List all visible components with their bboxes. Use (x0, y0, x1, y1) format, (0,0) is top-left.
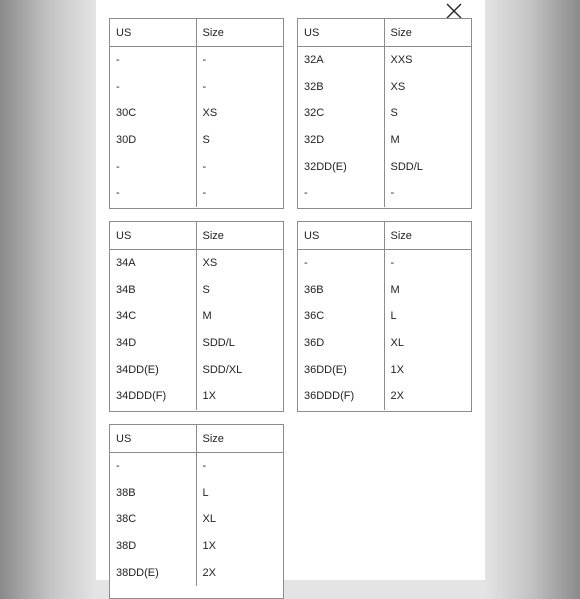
table-row (298, 180, 471, 207)
size-cell: XL (202, 513, 216, 526)
table-row (110, 330, 283, 357)
header-us: US (110, 222, 197, 249)
us-cell: - (298, 250, 385, 277)
header-size: Size (390, 26, 412, 39)
table-row (298, 303, 471, 330)
table-row (298, 153, 471, 180)
table-header (110, 425, 283, 453)
size-cell: 1X (202, 390, 216, 403)
header-us: US (298, 222, 385, 249)
us-cell: 36DDD(F) (298, 383, 385, 410)
header-size: Size (202, 432, 224, 445)
us-cell: 36D (298, 330, 385, 357)
table-row (298, 356, 471, 383)
table-row (110, 250, 283, 277)
table-row (298, 74, 471, 101)
us-cell: 30D (110, 127, 197, 154)
table-row (298, 100, 471, 127)
size-cell: S (202, 283, 210, 296)
table-header (298, 222, 471, 250)
us-cell: - (110, 74, 197, 101)
table-row (110, 127, 283, 154)
table-row (298, 127, 471, 154)
table-row (110, 74, 283, 101)
table-row (110, 533, 283, 560)
size-cell: - (202, 80, 207, 93)
table-row (298, 250, 471, 277)
table-row (110, 277, 283, 304)
us-cell: - (110, 47, 197, 74)
us-cell: 36DD(E) (298, 356, 385, 383)
us-cell: 34D (110, 330, 197, 357)
size-cell: - (390, 257, 395, 270)
size-cell: M (390, 283, 400, 296)
table-row (110, 47, 283, 74)
us-cell: 38D (110, 533, 197, 560)
size-cell: 2X (390, 390, 404, 403)
size-cell: L (390, 310, 397, 323)
table-row (110, 383, 283, 410)
size-table-34 (109, 221, 284, 412)
table-row (110, 100, 283, 127)
table-row (110, 153, 283, 180)
size-cell: - (202, 460, 207, 473)
header-size: Size (390, 229, 412, 242)
us-cell: 36B (298, 277, 385, 304)
us-cell: 34C (110, 303, 197, 330)
header-us: US (110, 425, 197, 452)
table-row (110, 356, 283, 383)
table-row (298, 330, 471, 357)
us-cell: 34DD(E) (110, 356, 197, 383)
table-header (110, 222, 283, 250)
size-cell: XXS (390, 54, 413, 67)
table-row (110, 453, 283, 480)
us-cell: - (110, 453, 197, 480)
us-cell: - (110, 180, 197, 207)
us-cell: 34A (110, 250, 197, 277)
table-row (110, 303, 283, 330)
table-row (110, 480, 283, 507)
table-row (110, 559, 283, 586)
size-table-32 (297, 18, 472, 209)
size-table-30 (109, 18, 284, 209)
us-cell: - (110, 153, 197, 180)
us-cell: 34B (110, 277, 197, 304)
size-cell: - (202, 187, 207, 200)
size-cell: L (202, 486, 209, 499)
us-cell: 32D (298, 127, 385, 154)
us-cell: 38C (110, 506, 197, 533)
size-cell: XS (390, 80, 406, 93)
size-cell: XS (202, 107, 218, 120)
table-row (298, 47, 471, 74)
table-row (110, 180, 283, 207)
size-table-38 (109, 424, 284, 599)
size-cell: S (202, 134, 210, 147)
size-table-36 (297, 221, 472, 412)
us-cell: 30C (110, 100, 197, 127)
us-cell: 38DD(E) (110, 559, 197, 586)
header-size: Size (202, 26, 224, 39)
table-row (298, 383, 471, 410)
size-cell: - (202, 54, 207, 67)
table-header (110, 19, 283, 47)
header-us: US (298, 19, 385, 46)
size-cell: M (390, 134, 400, 147)
size-cell: S (390, 107, 398, 120)
us-cell: 32A (298, 47, 385, 74)
table-row (110, 506, 283, 533)
us-cell: 38B (110, 480, 197, 507)
size-cell: M (202, 310, 212, 323)
size-cell: - (390, 187, 395, 200)
table-header (298, 19, 471, 47)
size-cell: SDD/XL (202, 363, 243, 376)
size-cell: - (202, 160, 207, 173)
size-cell: 2X (202, 566, 216, 579)
header-us: US (110, 19, 197, 46)
size-cell: XL (390, 337, 404, 350)
size-cell: 1X (202, 540, 216, 553)
size-cell: SDD/L (202, 337, 235, 350)
us-cell: 32B (298, 74, 385, 101)
size-cell: 1X (390, 363, 404, 376)
us-cell: - (298, 180, 385, 207)
header-size: Size (202, 229, 224, 242)
us-cell: 36C (298, 303, 385, 330)
size-cell: SDD/L (390, 160, 423, 173)
us-cell: 34DDD(F) (110, 383, 197, 410)
size-cell: XS (202, 257, 218, 270)
us-cell: 32C (298, 100, 385, 127)
table-row (298, 277, 471, 304)
us-cell: 32DD(E) (298, 153, 385, 180)
